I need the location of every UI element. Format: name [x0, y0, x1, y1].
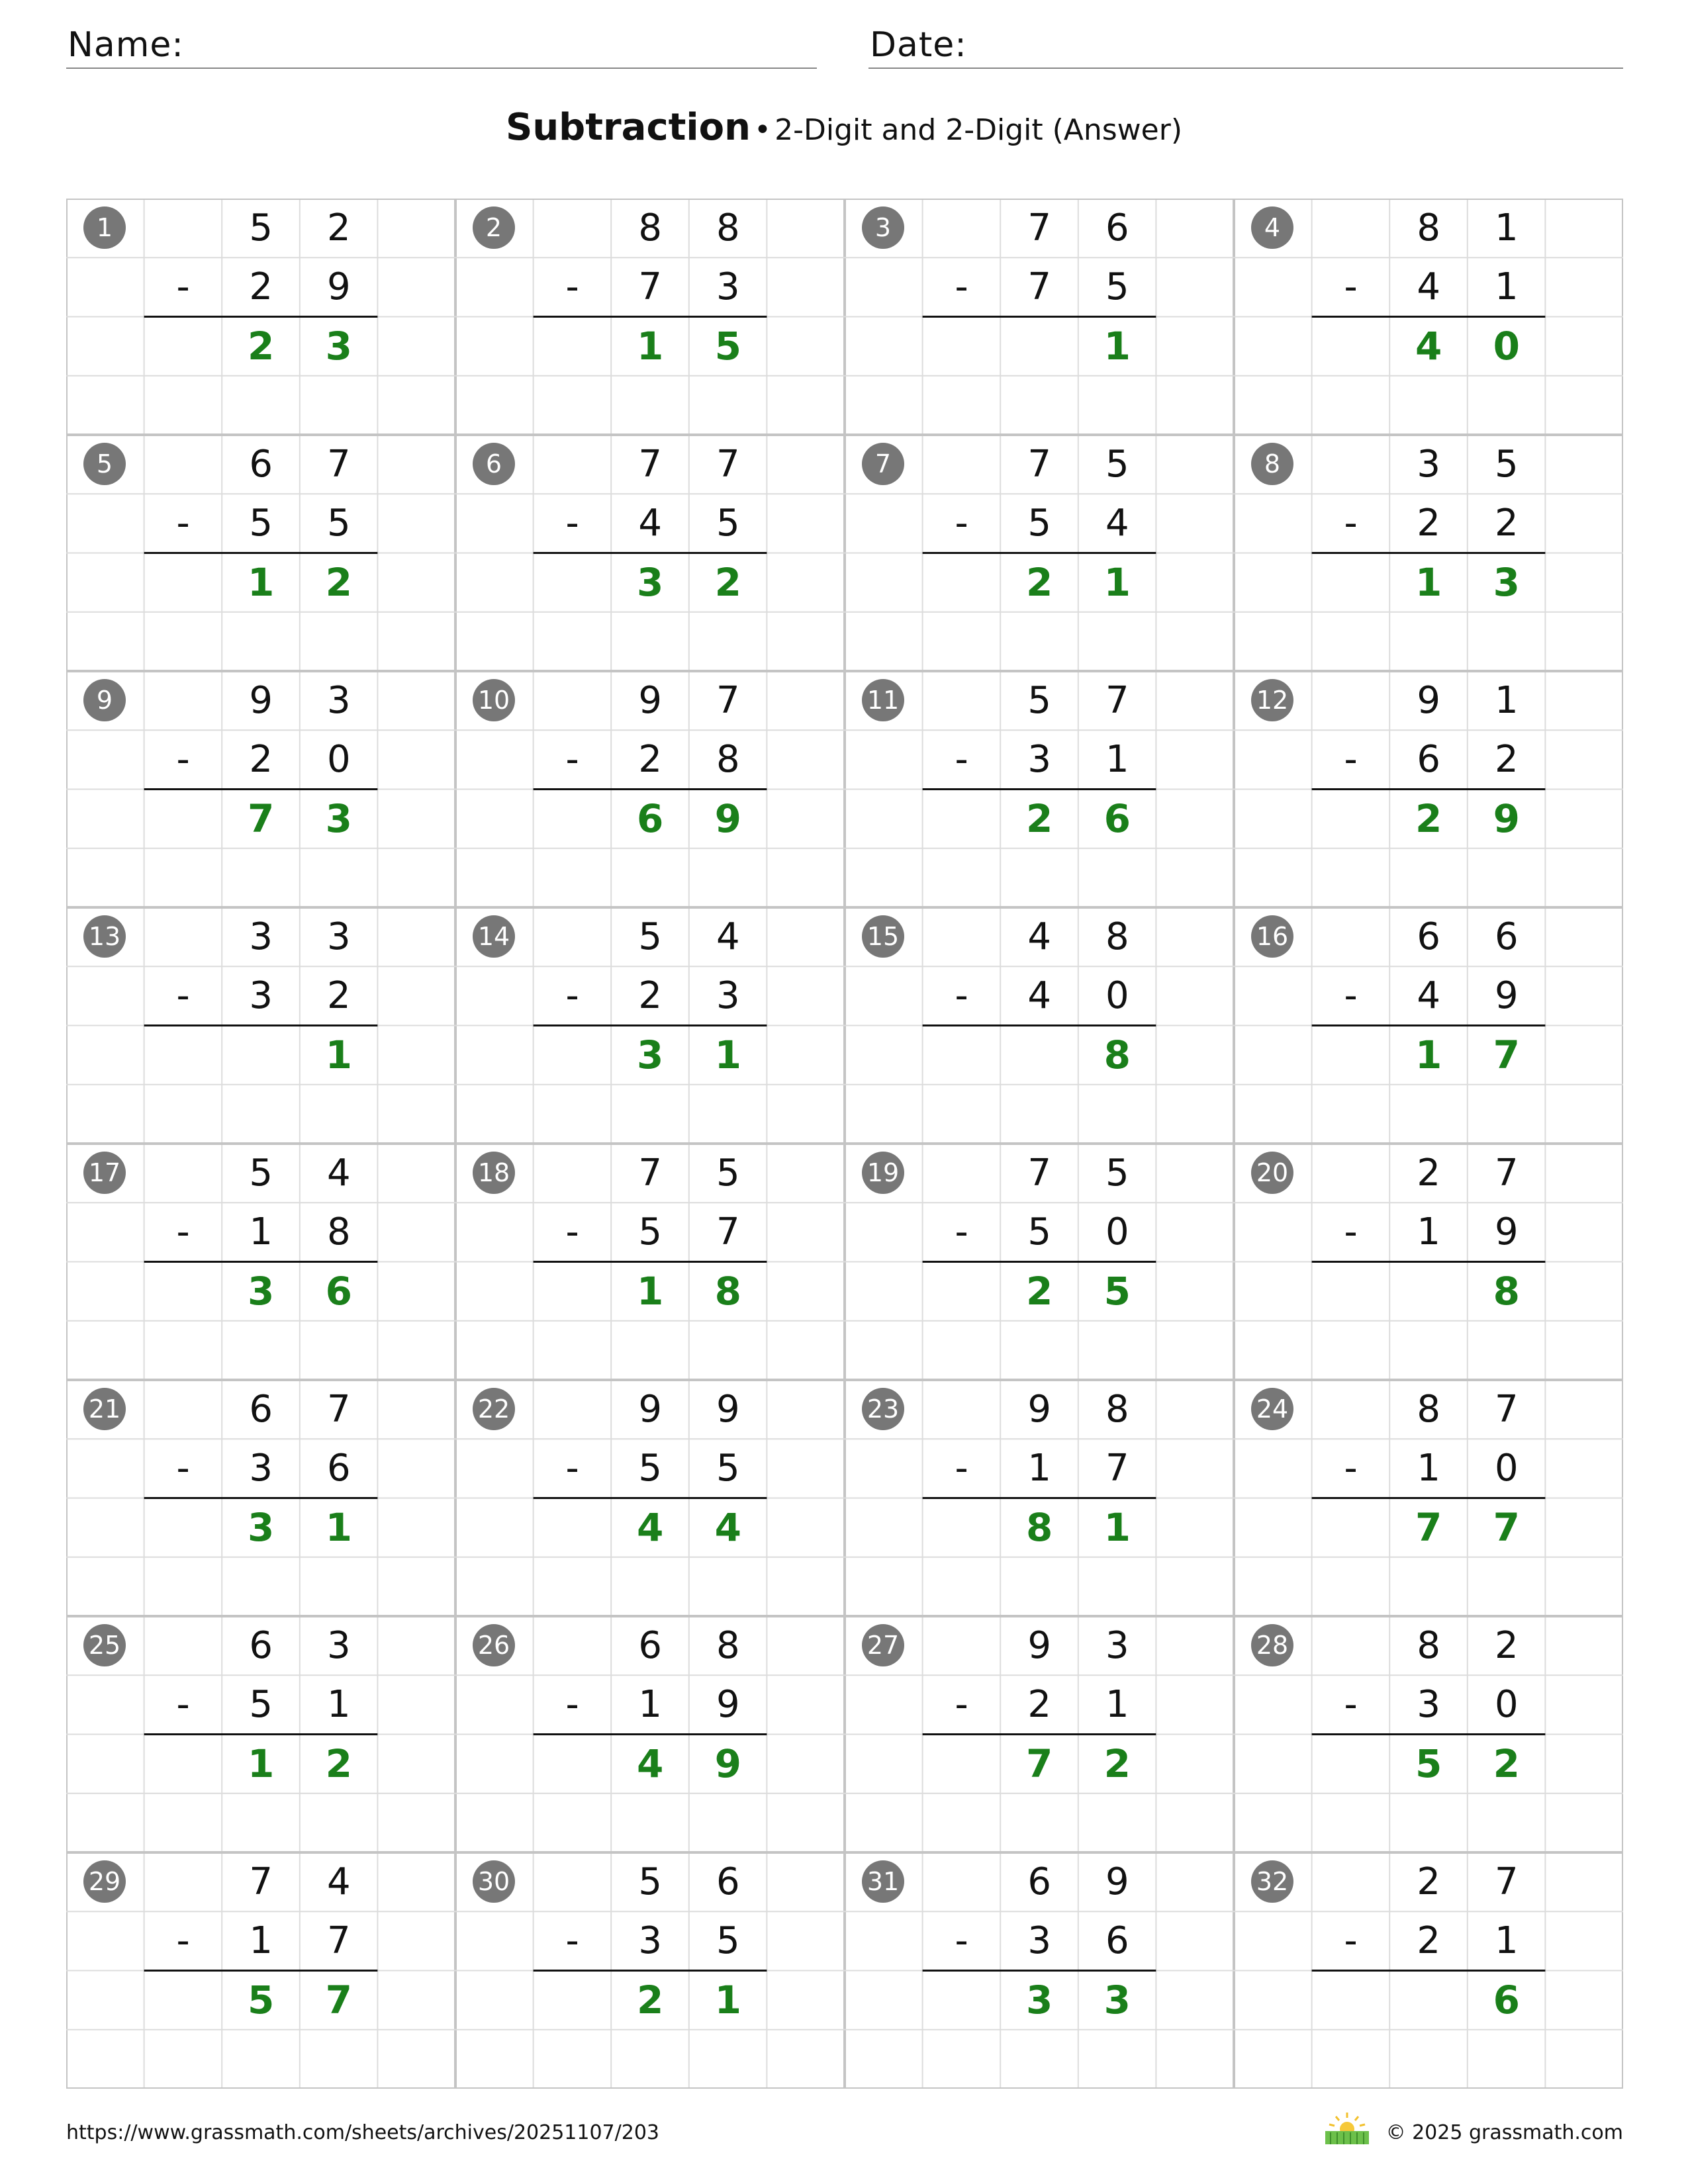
- problem-number-badge: 10: [473, 679, 515, 721]
- minus-sign: -: [955, 1683, 968, 1727]
- minus-sign: -: [176, 1210, 190, 1254]
- answer-ones: 1: [1103, 559, 1131, 605]
- answer-tens: 7: [1415, 1504, 1442, 1550]
- problem-number-badge: 25: [83, 1624, 126, 1666]
- minuend-ones: 1: [1494, 206, 1519, 250]
- subtrahend-ones: 0: [326, 738, 351, 782]
- answer-tens: 5: [248, 1977, 275, 2023]
- problem-number-badge: 27: [862, 1624, 904, 1666]
- answer-tens: 6: [637, 796, 664, 841]
- answer-tens: 1: [248, 1741, 275, 1786]
- answer-ones: 7: [325, 1977, 352, 2023]
- name-label: Name:: [68, 25, 184, 65]
- problem-number-badge: 5: [83, 443, 126, 485]
- answer-tens: 3: [1026, 1977, 1053, 2023]
- footer-copyright: © 2025 grassmath.com: [1385, 2121, 1623, 2144]
- title-separator: •: [754, 113, 771, 147]
- minus-sign: -: [955, 265, 968, 309]
- answer-ones: 5: [1103, 1268, 1131, 1314]
- subtrahend-tens: 2: [1417, 502, 1440, 545]
- answer-ones: 7: [1493, 1032, 1520, 1077]
- answer-tens: 1: [1415, 559, 1442, 605]
- subtrahend-ones: 5: [1105, 265, 1129, 309]
- subtrahend-tens: 5: [1027, 502, 1051, 545]
- answer-ones: 1: [1103, 323, 1131, 369]
- problem-number-badge: 4: [1251, 206, 1293, 249]
- footer-url: https://www.grassmath.com/sheets/archives/20251107/203: [66, 2121, 660, 2144]
- minus-sign: -: [176, 502, 190, 545]
- minuend-ones: 3: [326, 915, 351, 958]
- problem-number-badge: 9: [83, 679, 126, 721]
- subtrahend-tens: 3: [249, 1447, 273, 1490]
- sun-over-grass-icon: [1324, 2111, 1370, 2146]
- answer-ones: 5: [714, 323, 741, 369]
- answer-tens: [1389, 1971, 1468, 2030]
- answer-ones: 9: [714, 796, 741, 841]
- minuend-ones: 6: [1494, 915, 1519, 958]
- problem-number-badge: 20: [1251, 1152, 1293, 1194]
- minuend-tens: 6: [249, 443, 273, 486]
- subtrahend-tens: 4: [1417, 265, 1440, 309]
- minuend-tens: 7: [638, 1152, 662, 1195]
- subtrahend-tens: 3: [1027, 1919, 1051, 1963]
- minuend-tens: 9: [638, 1388, 662, 1431]
- subtrahend-ones: 3: [716, 974, 740, 1018]
- subtrahend-ones: 1: [1105, 1683, 1129, 1727]
- minuend-ones: 5: [1105, 1152, 1129, 1195]
- subtrahend-ones: 2: [1494, 502, 1519, 545]
- minus-sign: -: [565, 1919, 579, 1963]
- answer-ones: 3: [1493, 559, 1520, 605]
- problem-grid: [66, 199, 1623, 2089]
- minuend-tens: 5: [638, 915, 662, 958]
- subtrahend-tens: 1: [249, 1210, 273, 1254]
- minus-sign: -: [955, 1210, 968, 1254]
- answer-tens: 5: [1415, 1741, 1442, 1786]
- subtrahend-ones: 0: [1105, 1210, 1129, 1254]
- answer-tens: [1000, 1026, 1078, 1085]
- answer-ones: 1: [325, 1032, 352, 1077]
- minuend-tens: 5: [638, 1860, 662, 1903]
- minuend-ones: 2: [326, 206, 351, 250]
- problem-number-badge: 29: [83, 1860, 126, 1903]
- minuend-ones: 7: [716, 443, 740, 486]
- problem-number-badge: 1: [83, 206, 126, 249]
- minus-sign: -: [176, 1919, 190, 1963]
- minus-sign: -: [565, 265, 579, 309]
- subtrahend-tens: 3: [638, 1919, 662, 1963]
- minuend-tens: 7: [249, 1860, 273, 1903]
- subtrahend-tens: 5: [638, 1210, 662, 1254]
- subtrahend-tens: 1: [1417, 1210, 1440, 1254]
- problem-number-badge: 11: [862, 679, 904, 721]
- subtrahend-ones: 9: [1494, 974, 1519, 1018]
- answer-tens: 4: [637, 1741, 664, 1786]
- answer-ones: 3: [325, 796, 352, 841]
- minuend-ones: 1: [1494, 679, 1519, 722]
- subtrahend-tens: 2: [1417, 1919, 1440, 1963]
- subtrahend-tens: 1: [1417, 1447, 1440, 1490]
- subtrahend-ones: 1: [1494, 1919, 1519, 1963]
- subtrahend-ones: 7: [1105, 1447, 1129, 1490]
- minuend-ones: 8: [1105, 915, 1129, 958]
- answer-tens: 3: [248, 1268, 275, 1314]
- minuend-ones: 3: [326, 679, 351, 722]
- subtrahend-ones: 2: [326, 974, 351, 1018]
- problem-number-badge: 23: [862, 1388, 904, 1430]
- title-main: Subtraction: [505, 106, 751, 149]
- subtrahend-ones: 3: [716, 265, 740, 309]
- subtrahend-tens: 5: [249, 502, 273, 545]
- minuend-tens: 7: [1027, 443, 1051, 486]
- minuend-ones: 8: [1105, 1388, 1129, 1431]
- answer-tens: 7: [248, 796, 275, 841]
- minuend-ones: 4: [716, 915, 740, 958]
- minuend-tens: 7: [1027, 206, 1051, 250]
- minuend-ones: 7: [1105, 679, 1129, 722]
- minuend-tens: 2: [1417, 1152, 1440, 1195]
- answer-tens: 2: [1026, 796, 1053, 841]
- minuend-ones: 7: [326, 1388, 351, 1431]
- subtrahend-ones: 1: [1494, 265, 1519, 309]
- worksheet-title: [0, 106, 1688, 149]
- problem-number-badge: 21: [83, 1388, 126, 1430]
- answer-tens: 1: [637, 1268, 664, 1314]
- minus-sign: -: [1344, 1683, 1358, 1727]
- minus-sign: -: [1344, 1447, 1358, 1490]
- minuend-ones: 4: [326, 1860, 351, 1903]
- minuend-tens: 6: [1027, 1860, 1051, 1903]
- minuend-tens: 6: [249, 1388, 273, 1431]
- minus-sign: -: [1344, 502, 1358, 545]
- minuend-ones: 8: [716, 1624, 740, 1667]
- minuend-tens: 5: [249, 1152, 273, 1195]
- answer-ones: 2: [325, 1741, 352, 1786]
- answer-tens: 1: [1415, 1032, 1442, 1077]
- problem-number-badge: 12: [1251, 679, 1293, 721]
- subtrahend-ones: 5: [716, 502, 740, 545]
- minuend-tens: 9: [1027, 1388, 1051, 1431]
- problem-number-badge: 30: [473, 1860, 515, 1903]
- subtrahend-ones: 1: [326, 1683, 351, 1727]
- subtrahend-ones: 8: [326, 1210, 351, 1254]
- answer-ones: 1: [714, 1032, 741, 1077]
- subtrahend-ones: 5: [716, 1919, 740, 1963]
- answer-tens: 3: [637, 1032, 664, 1077]
- subtrahend-tens: 1: [1027, 1447, 1051, 1490]
- minus-sign: -: [1344, 1919, 1358, 1963]
- problem-number-badge: 14: [473, 915, 515, 958]
- minuend-tens: 9: [249, 679, 273, 722]
- subtrahend-tens: 6: [1417, 738, 1440, 782]
- subtrahend-ones: 7: [326, 1919, 351, 1963]
- answer-tens: [222, 1026, 300, 1085]
- minus-sign: -: [565, 1683, 579, 1727]
- subtrahend-ones: 0: [1494, 1683, 1519, 1727]
- subtrahend-tens: 3: [249, 974, 273, 1018]
- minuend-ones: 7: [1494, 1388, 1519, 1431]
- minuend-ones: 4: [326, 1152, 351, 1195]
- problem-number-badge: 24: [1251, 1388, 1293, 1430]
- answer-ones: 2: [714, 559, 741, 605]
- subtrahend-tens: 5: [249, 1683, 273, 1727]
- subtrahend-tens: 4: [1417, 974, 1440, 1018]
- answer-tens: [1000, 317, 1078, 376]
- minuend-ones: 7: [1494, 1860, 1519, 1903]
- minuend-tens: 6: [638, 1624, 662, 1667]
- problem-number-badge: 3: [862, 206, 904, 249]
- answer-tens: 2: [1415, 796, 1442, 841]
- minuend-ones: 2: [1494, 1624, 1519, 1667]
- minuend-ones: 9: [1105, 1860, 1129, 1903]
- minuend-tens: 6: [1417, 915, 1440, 958]
- problem-number-badge: 17: [83, 1152, 126, 1194]
- minuend-ones: 5: [716, 1152, 740, 1195]
- answer-ones: 8: [1103, 1032, 1131, 1077]
- subtrahend-ones: 0: [1494, 1447, 1519, 1490]
- answer-ones: 2: [1103, 1741, 1131, 1786]
- minus-sign: -: [565, 502, 579, 545]
- answer-tens: 1: [637, 323, 664, 369]
- minus-sign: -: [565, 738, 579, 782]
- answer-ones: 2: [1493, 1741, 1520, 1786]
- answer-ones: 6: [325, 1268, 352, 1314]
- answer-tens: 2: [1026, 559, 1053, 605]
- subtrahend-tens: 3: [1417, 1683, 1440, 1727]
- answer-ones: 6: [1103, 796, 1131, 841]
- minus-sign: -: [955, 502, 968, 545]
- subtrahend-tens: 2: [638, 738, 662, 782]
- subtrahend-ones: 5: [326, 502, 351, 545]
- subtrahend-tens: 4: [638, 502, 662, 545]
- answer-ones: 8: [1493, 1268, 1520, 1314]
- problem-number-badge: 28: [1251, 1624, 1293, 1666]
- subtrahend-tens: 3: [1027, 738, 1051, 782]
- minuend-tens: 5: [1027, 679, 1051, 722]
- minuend-tens: 7: [638, 443, 662, 486]
- minuend-ones: 8: [716, 206, 740, 250]
- minuend-tens: 8: [1417, 1388, 1440, 1431]
- problem-number-badge: 16: [1251, 915, 1293, 958]
- minus-sign: -: [176, 974, 190, 1018]
- subtrahend-tens: 1: [638, 1683, 662, 1727]
- problem-number-badge: 18: [473, 1152, 515, 1194]
- minuend-ones: 3: [1105, 1624, 1129, 1667]
- subtrahend-ones: 9: [1494, 1210, 1519, 1254]
- minuend-tens: 3: [249, 915, 273, 958]
- answer-ones: 3: [1103, 1977, 1131, 2023]
- answer-tens: 3: [248, 1504, 275, 1550]
- problem-number-badge: 8: [1251, 443, 1293, 485]
- problem-number-badge: 31: [862, 1860, 904, 1903]
- subtrahend-tens: 5: [638, 1447, 662, 1490]
- minus-sign: -: [955, 738, 968, 782]
- minus-sign: -: [176, 738, 190, 782]
- problem-number-badge: 26: [473, 1624, 515, 1666]
- subtrahend-tens: 2: [249, 265, 273, 309]
- minuend-ones: 7: [1494, 1152, 1519, 1195]
- answer-ones: 2: [325, 559, 352, 605]
- answer-tens: 4: [1415, 323, 1442, 369]
- date-label: Date:: [870, 25, 967, 65]
- answer-ones: 3: [325, 323, 352, 369]
- answer-ones: 1: [325, 1504, 352, 1550]
- subtrahend-tens: 4: [1027, 974, 1051, 1018]
- subtrahend-ones: 1: [1105, 738, 1129, 782]
- answer-tens: 3: [637, 559, 664, 605]
- problem-number-badge: 19: [862, 1152, 904, 1194]
- minus-sign: -: [565, 1210, 579, 1254]
- subtrahend-tens: 7: [638, 265, 662, 309]
- minuend-ones: 7: [716, 679, 740, 722]
- problem-number-badge: 13: [83, 915, 126, 958]
- answer-ones: 1: [714, 1977, 741, 2023]
- minus-sign: -: [565, 974, 579, 1018]
- minuend-tens: 6: [249, 1624, 273, 1667]
- minuend-tens: 8: [638, 206, 662, 250]
- problem-number-badge: 6: [473, 443, 515, 485]
- subtrahend-tens: 2: [249, 738, 273, 782]
- answer-ones: 1: [1103, 1504, 1131, 1550]
- minuend-tens: 8: [1417, 206, 1440, 250]
- minuend-ones: 7: [326, 443, 351, 486]
- subtrahend-tens: 2: [638, 974, 662, 1018]
- answer-tens: 4: [637, 1504, 664, 1550]
- subtrahend-tens: 7: [1027, 265, 1051, 309]
- minus-sign: -: [176, 265, 190, 309]
- minus-sign: -: [176, 1683, 190, 1727]
- subtrahend-ones: 4: [1105, 502, 1129, 545]
- subtrahend-tens: 1: [249, 1919, 273, 1963]
- minuend-tens: 9: [638, 679, 662, 722]
- answer-ones: 9: [714, 1741, 741, 1786]
- minuend-ones: 6: [1105, 206, 1129, 250]
- minuend-ones: 6: [716, 1860, 740, 1903]
- title-subtitle: 2-Digit and 2-Digit (Answer): [774, 113, 1182, 147]
- minuend-ones: 5: [1494, 443, 1519, 486]
- subtrahend-tens: 5: [1027, 1210, 1051, 1254]
- minuend-tens: 8: [1417, 1624, 1440, 1667]
- answer-ones: 4: [714, 1504, 741, 1550]
- subtrahend-ones: 6: [326, 1447, 351, 1490]
- answer-tens: [1389, 1262, 1468, 1321]
- minus-sign: -: [1344, 1210, 1358, 1254]
- minus-sign: -: [565, 1447, 579, 1490]
- minuend-tens: 3: [1417, 443, 1440, 486]
- answer-ones: 8: [714, 1268, 741, 1314]
- answer-ones: 0: [1493, 323, 1520, 369]
- minus-sign: -: [955, 974, 968, 1018]
- minuend-tens: 7: [1027, 1152, 1051, 1195]
- answer-ones: 7: [1493, 1504, 1520, 1550]
- subtrahend-ones: 9: [326, 265, 351, 309]
- subtrahend-ones: 8: [716, 738, 740, 782]
- minus-sign: -: [1344, 974, 1358, 1018]
- subtrahend-ones: 7: [716, 1210, 740, 1254]
- minuend-ones: 3: [326, 1624, 351, 1667]
- minuend-ones: 5: [1105, 443, 1129, 486]
- minus-sign: -: [1344, 265, 1358, 309]
- minus-sign: -: [955, 1447, 968, 1490]
- subtrahend-ones: 6: [1105, 1919, 1129, 1963]
- subtrahend-ones: 5: [716, 1447, 740, 1490]
- answer-ones: 9: [1493, 796, 1520, 841]
- problem-number-badge: 2: [473, 206, 515, 249]
- minus-sign: -: [1344, 738, 1358, 782]
- problem-number-badge: 22: [473, 1388, 515, 1430]
- answer-ones: 6: [1493, 1977, 1520, 2023]
- minuend-ones: 9: [716, 1388, 740, 1431]
- minuend-tens: 9: [1027, 1624, 1051, 1667]
- answer-tens: 1: [248, 559, 275, 605]
- name-field[interactable]: [66, 25, 817, 69]
- subtrahend-ones: 0: [1105, 974, 1129, 1018]
- subtrahend-ones: 9: [716, 1683, 740, 1727]
- minuend-tens: 9: [1417, 679, 1440, 722]
- problem-number-badge: 32: [1251, 1860, 1293, 1903]
- answer-tens: 8: [1026, 1504, 1053, 1550]
- answer-tens: 2: [1026, 1268, 1053, 1314]
- minuend-tens: 4: [1027, 915, 1051, 958]
- minuend-tens: 5: [249, 206, 273, 250]
- minus-sign: -: [955, 1919, 968, 1963]
- subtrahend-tens: 2: [1027, 1683, 1051, 1727]
- problem-number-badge: 7: [862, 443, 904, 485]
- minuend-tens: 2: [1417, 1860, 1440, 1903]
- answer-tens: 2: [637, 1977, 664, 2023]
- minus-sign: -: [176, 1447, 190, 1490]
- problem-number-badge: 15: [862, 915, 904, 958]
- answer-tens: 7: [1026, 1741, 1053, 1786]
- answer-tens: 2: [248, 323, 275, 369]
- date-field[interactable]: [868, 25, 1623, 69]
- subtrahend-ones: 2: [1494, 738, 1519, 782]
